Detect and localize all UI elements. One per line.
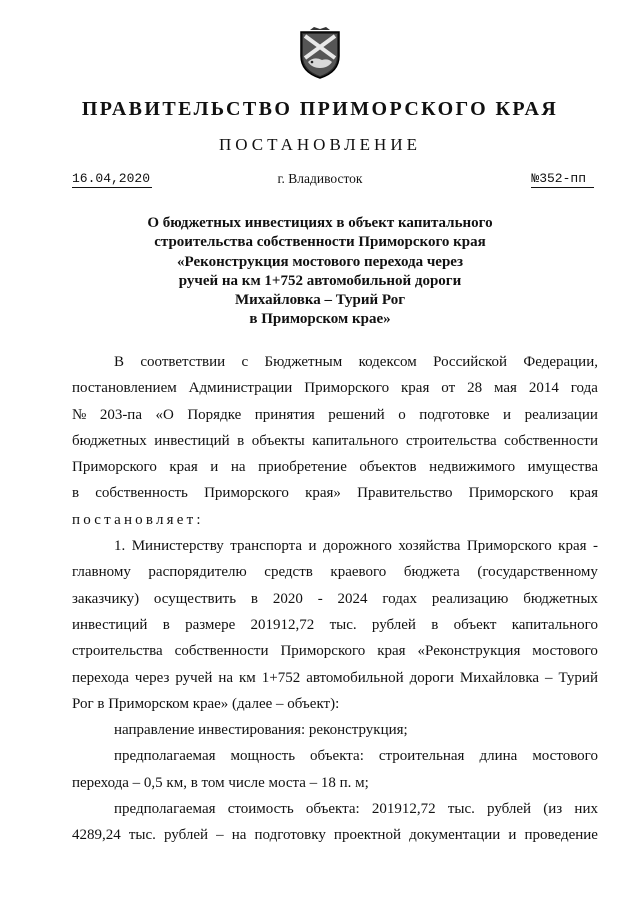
- body-word: в: [72, 485, 80, 502]
- body-word: приобретение: [258, 459, 347, 476]
- body-word: 1.: [114, 538, 126, 555]
- body-word: №: [72, 406, 87, 423]
- body-word: км: [239, 669, 256, 686]
- body-word: имущества: [527, 459, 598, 476]
- body-word: бюджета: [403, 564, 460, 581]
- body-word: Федерации,: [523, 354, 598, 370]
- body-word: Администрации: [188, 380, 293, 397]
- body-word: 28: [467, 380, 483, 397]
- body-word: инвестиций: [72, 616, 148, 633]
- document-date: 16.04,2020: [72, 171, 151, 186]
- body-word: дорожного: [322, 538, 392, 555]
- body-word: Министерству: [131, 538, 224, 555]
- body-word: собственности: [174, 643, 269, 660]
- body-word: проектной: [333, 827, 401, 844]
- body-word: (государственному: [477, 564, 598, 581]
- body-word: тыс.: [447, 801, 475, 818]
- body-word: Приморского: [466, 538, 552, 555]
- body-word: предполагаемая: [114, 748, 216, 765]
- body-word: и: [210, 459, 219, 476]
- title-line: строительства собственности Приморского края: [154, 234, 486, 251]
- body-word: объект: [453, 616, 497, 633]
- body-word: в: [237, 432, 245, 449]
- body-word: ручей: [175, 669, 213, 686]
- body-word: тыс.: [128, 827, 156, 844]
- body-word: осуществить: [153, 590, 237, 607]
- body-word: кодексом: [358, 354, 417, 370]
- body-word: бюджетных: [523, 590, 598, 607]
- body-word: тыс.: [329, 616, 357, 633]
- body-word: перехода: [72, 669, 129, 686]
- body-line: [72, 822, 598, 848]
- body-word: собственность: [95, 485, 188, 502]
- body-word: объекты: [251, 432, 305, 449]
- body-line: Рог в Приморском крае» (далее – объект):: [72, 695, 340, 712]
- body-word: решений: [328, 406, 385, 423]
- body-word: Порядке: [187, 406, 242, 423]
- body-word: Правительство: [357, 485, 453, 502]
- title-line: ручей на км 1+752 автомобильной дороги: [178, 272, 462, 289]
- document-title: [120, 214, 520, 330]
- body-word: Приморского: [280, 643, 366, 660]
- body-word: –: [216, 827, 224, 844]
- body-word: капитального: [312, 432, 399, 449]
- body-word: -: [592, 538, 598, 555]
- document-number: №352-пп: [531, 171, 594, 188]
- body-word: (из: [543, 801, 563, 818]
- body-word: объектов: [359, 459, 417, 476]
- body-word: на: [230, 459, 246, 476]
- body-word: с: [241, 354, 249, 370]
- body-word: объекта:: [310, 748, 364, 765]
- body-word: -: [317, 590, 323, 607]
- body-word: мощность: [230, 748, 296, 765]
- body-word: краевого: [330, 564, 387, 581]
- body-word: подготовку: [254, 827, 326, 844]
- body-word: мая: [493, 380, 517, 397]
- body-word: строительства: [72, 643, 163, 660]
- document-body: [72, 349, 598, 849]
- body-line: [72, 480, 598, 506]
- body-line: направление инвестирования: реконструкция;: [114, 722, 408, 739]
- body-word: строительства: [405, 432, 497, 449]
- body-word: предполагаемая: [114, 801, 216, 818]
- body-word: в: [250, 590, 258, 607]
- body-word: на: [231, 827, 247, 844]
- body-word: края: [169, 459, 198, 476]
- body-word: года: [570, 380, 598, 397]
- body-line: [72, 375, 598, 401]
- body-word: и: [503, 406, 512, 423]
- body-word: края»: [305, 485, 341, 502]
- body-word: 2020: [272, 590, 303, 607]
- body-word: строительная: [378, 748, 465, 765]
- body-word: о: [398, 406, 406, 423]
- body-word: подготовке: [419, 406, 490, 423]
- body-line: постановляет:: [72, 511, 204, 528]
- body-word: края: [569, 485, 598, 502]
- body-word: –: [545, 669, 553, 686]
- body-word: 203-па: [99, 406, 142, 423]
- body-word: рублей: [163, 827, 209, 844]
- body-word: рублей: [487, 801, 532, 818]
- title-line: «Реконструкция мостового перехода через: [177, 253, 463, 270]
- body-word: размере: [185, 616, 236, 633]
- body-line: [72, 402, 598, 428]
- coat-of-arms-icon: [298, 26, 342, 80]
- body-word: края: [558, 538, 587, 555]
- body-line: [72, 428, 598, 454]
- body-word: Приморского: [304, 380, 390, 397]
- body-word: в: [431, 616, 439, 633]
- body-word: Бюджетным: [264, 354, 343, 370]
- body-word: в: [162, 616, 170, 633]
- body-word: автомобильной: [306, 669, 404, 686]
- body-word: и: [508, 827, 517, 844]
- body-word: транспорта: [230, 538, 303, 555]
- body-word: годах: [382, 590, 418, 607]
- body-word: документации: [409, 827, 501, 844]
- body-word: Турий: [558, 669, 598, 686]
- body-word: собственности: [504, 432, 598, 449]
- body-word: хозяйства: [398, 538, 461, 555]
- body-word: средств: [264, 564, 313, 581]
- body-word: и: [308, 538, 317, 555]
- document-type: ПОСТАНОВЛЕНИЕ: [218, 135, 421, 154]
- body-word: 2024: [337, 590, 368, 607]
- body-word: соответствии: [140, 354, 226, 370]
- body-word: «О: [155, 406, 174, 423]
- body-word: 201912,72: [250, 616, 315, 633]
- body-word: В: [114, 354, 125, 370]
- body-word: края: [377, 643, 406, 660]
- body-word: принятия: [254, 406, 315, 423]
- body-word: длина: [479, 748, 518, 765]
- body-word: на: [218, 669, 234, 686]
- title-line: О бюджетных инвестициях в объект капитального: [147, 215, 493, 231]
- title-line: в Приморском крае»: [249, 311, 391, 328]
- body-word: мостового: [532, 643, 598, 660]
- body-word: распорядителю: [148, 564, 247, 581]
- body-word: заказчику): [72, 590, 140, 607]
- body-word: 201912,72: [371, 801, 436, 818]
- document-city: г. Владивосток: [277, 171, 363, 186]
- body-word: дороги: [409, 669, 454, 686]
- body-word: реализации: [524, 406, 598, 423]
- body-line: перехода – 0,5 км, в том числе моста – 18 п. м;: [72, 774, 369, 791]
- body-line: [72, 533, 598, 559]
- body-word: бюджетных: [72, 432, 147, 449]
- body-word: реализацию: [431, 590, 509, 607]
- body-line: [72, 743, 598, 769]
- body-word: Приморского: [204, 485, 289, 502]
- body-word: объекта:: [305, 801, 360, 818]
- body-line: [72, 638, 598, 664]
- body-word: рублей: [371, 616, 416, 633]
- body-word: Михайловка: [459, 669, 540, 686]
- body-word: через: [134, 669, 170, 686]
- government-title: ПРАВИТЕЛЬСТВО ПРИМОРСКОГО КРАЯ: [81, 98, 559, 120]
- body-line: [72, 349, 598, 375]
- body-word: проведение: [524, 827, 598, 844]
- title-line: Михайловка – Турий Рог: [234, 292, 406, 309]
- body-word: постановлением: [72, 380, 177, 397]
- body-word: мостового: [532, 748, 598, 765]
- body-line: [72, 665, 598, 691]
- body-line: [72, 586, 598, 612]
- body-word: стоимость: [227, 801, 294, 818]
- body-line: [72, 796, 598, 822]
- body-line: [72, 559, 598, 585]
- body-word: от: [441, 380, 456, 397]
- body-word: Приморского: [468, 485, 554, 502]
- body-line: [72, 612, 598, 638]
- body-word: 4289,24: [72, 827, 121, 844]
- body-word: недвижимого: [429, 459, 516, 476]
- body-word: «Реконструкция: [417, 643, 521, 660]
- body-word: Приморского: [72, 459, 157, 476]
- body-word: края: [401, 380, 430, 397]
- body-word: главному: [72, 564, 131, 581]
- body-word: 1+752: [261, 669, 301, 686]
- body-word: инвестиций: [154, 432, 230, 449]
- body-word: капитального: [511, 616, 598, 633]
- body-line: [72, 454, 598, 480]
- body-word: Российской: [433, 354, 508, 370]
- body-word: них: [574, 801, 598, 818]
- body-word: 2014: [528, 380, 559, 397]
